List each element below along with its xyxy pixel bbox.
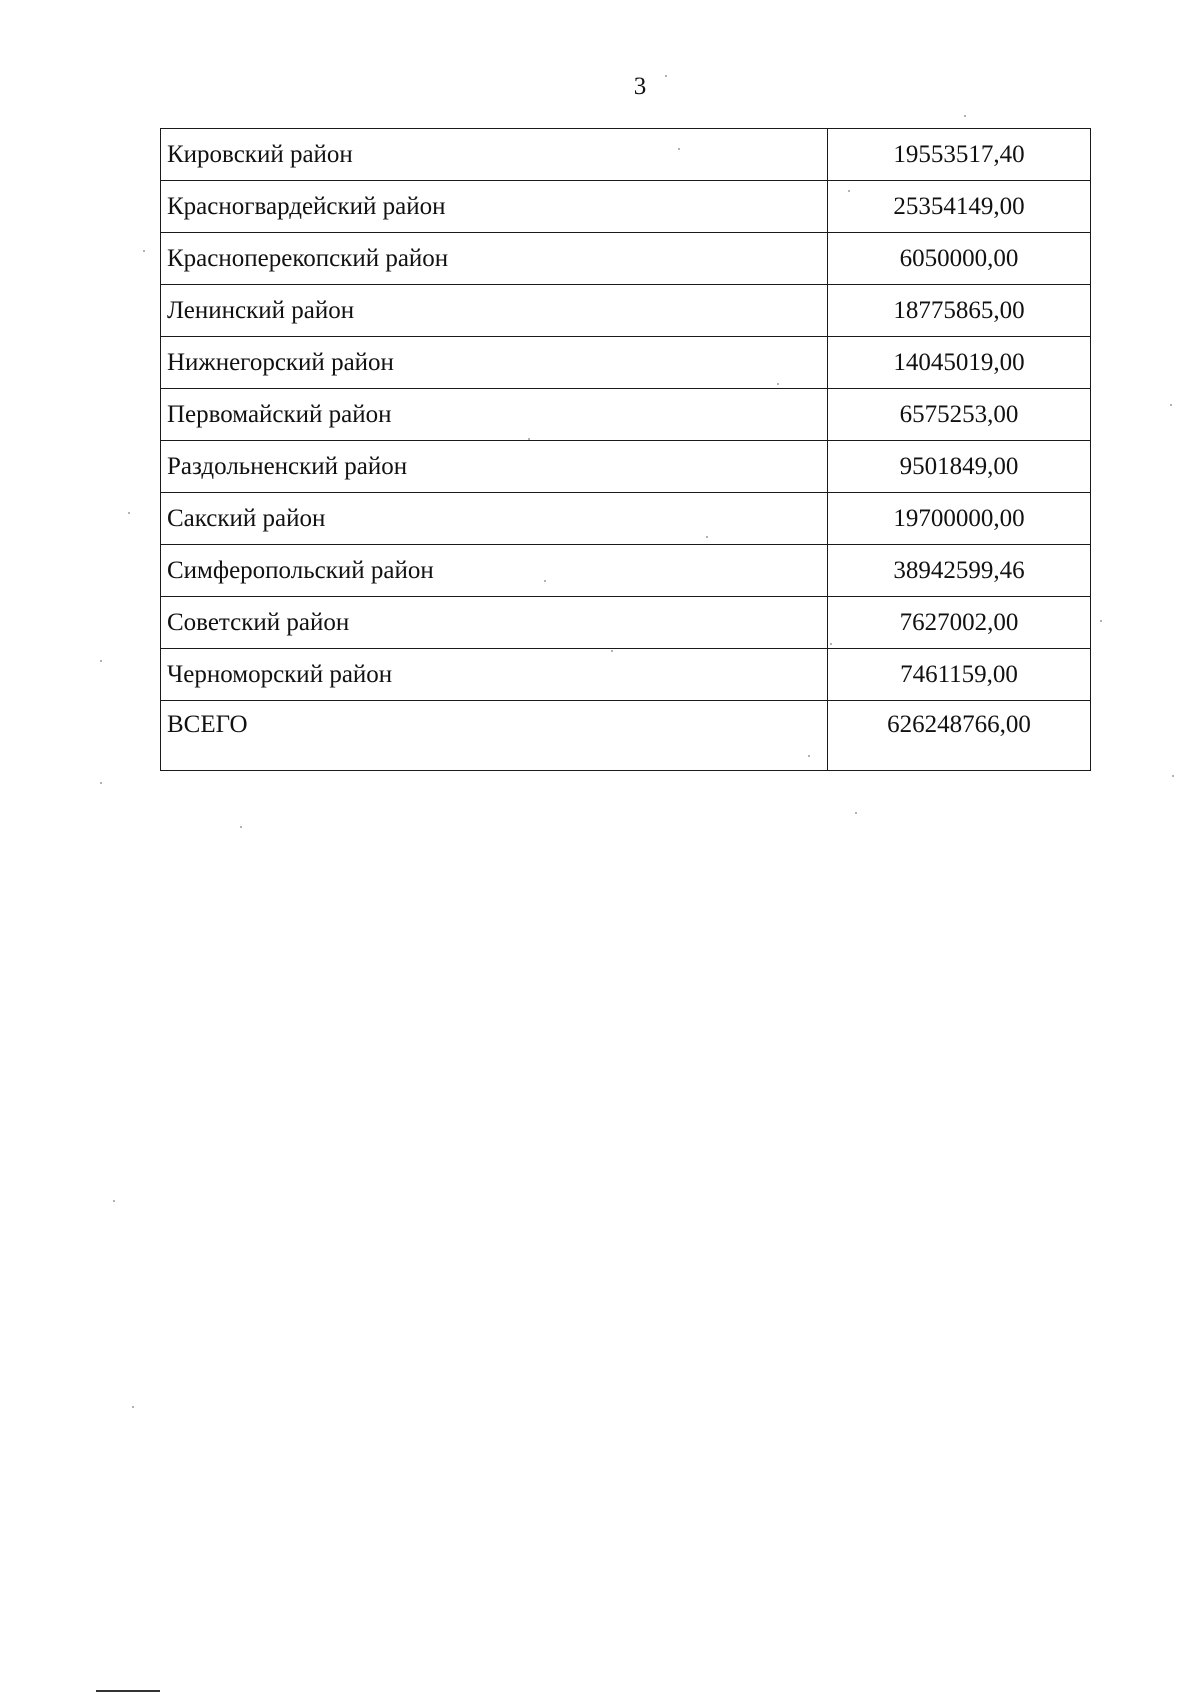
table-row — [161, 285, 1091, 337]
page-number: 3 — [633, 73, 647, 100]
scan-speck — [544, 580, 546, 582]
district-amount: 7627002,00 — [828, 597, 1091, 649]
scan-speck — [1100, 620, 1102, 622]
total-amount: 626248766,00 — [828, 701, 1091, 771]
district-name: Ленинский район — [161, 285, 828, 337]
district-amount: 38942599,46 — [828, 545, 1091, 597]
scan-speck — [611, 650, 613, 652]
scan-speck — [528, 438, 530, 440]
table-row — [161, 649, 1091, 701]
table-row — [161, 337, 1091, 389]
district-amount: 18775865,00 — [828, 285, 1091, 337]
district-name: Раздольненский район — [161, 441, 828, 493]
scan-speck — [808, 755, 810, 757]
district-amount: 7461159,00 — [828, 649, 1091, 701]
scan-speck — [830, 643, 832, 645]
scan-speck — [1170, 404, 1172, 406]
district-name: Советский район — [161, 597, 828, 649]
footnote-separator — [96, 1690, 160, 1692]
scan-speck — [240, 826, 242, 828]
district-name: Сакский район — [161, 493, 828, 545]
district-amount: 14045019,00 — [828, 337, 1091, 389]
district-amount: 25354149,00 — [828, 181, 1091, 233]
scan-speck — [855, 812, 857, 814]
district-name: Нижнегорский район — [161, 337, 828, 389]
district-name: Первомайский район — [161, 389, 828, 441]
district-amount: 6050000,00 — [828, 233, 1091, 285]
scan-speck — [100, 782, 102, 784]
table-row — [161, 493, 1091, 545]
district-amount: 9501849,00 — [828, 441, 1091, 493]
district-name: Красноперекопский район — [161, 233, 828, 285]
scan-speck — [848, 190, 850, 192]
scan-speck — [132, 1406, 134, 1408]
district-name: Симферопольский район — [161, 545, 828, 597]
district-amount: 6575253,00 — [828, 389, 1091, 441]
table-row — [161, 389, 1091, 441]
district-amount: 19553517,40 — [828, 129, 1091, 181]
scan-speck — [113, 1200, 115, 1202]
scan-speck — [1172, 775, 1174, 777]
table-row — [161, 545, 1091, 597]
scan-speck — [665, 75, 667, 77]
district-name: Красногвардейский район — [161, 181, 828, 233]
scan-speck — [964, 115, 966, 117]
district-name: Черноморский район — [161, 649, 828, 701]
table-row — [161, 597, 1091, 649]
district-amounts-table — [160, 128, 1091, 771]
total-row — [161, 701, 1091, 771]
scan-speck — [777, 383, 779, 385]
table-row — [161, 233, 1091, 285]
scan-speck — [706, 536, 708, 538]
total-label: ВСЕГО — [161, 701, 828, 771]
district-name: Кировский район — [161, 129, 828, 181]
scan-speck — [143, 250, 145, 252]
scan-speck — [100, 660, 102, 662]
scan-speck — [128, 512, 130, 514]
table-row — [161, 441, 1091, 493]
district-amount: 19700000,00 — [828, 493, 1091, 545]
table-row — [161, 129, 1091, 181]
table-row — [161, 181, 1091, 233]
scan-speck — [678, 148, 680, 150]
